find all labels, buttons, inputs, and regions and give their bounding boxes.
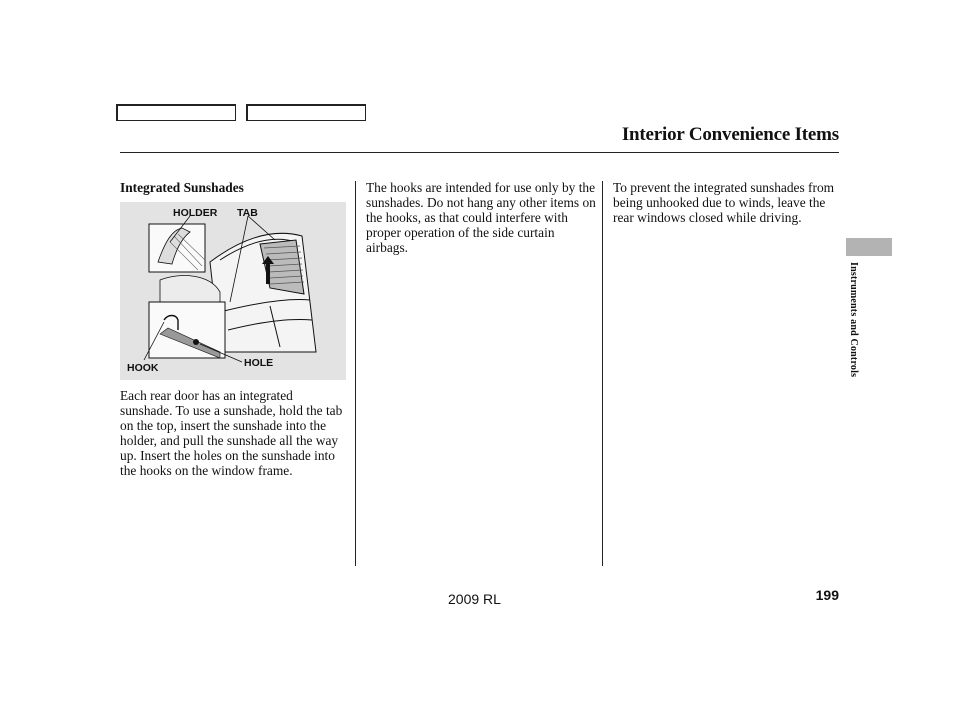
callout-holder: HOLDER	[173, 207, 218, 219]
section-side-label: Instruments and Controls	[848, 262, 859, 378]
section-heading: Integrated Sunshades	[120, 180, 244, 195]
column-3	[613, 180, 839, 225]
callout-hook: HOOK	[127, 362, 159, 374]
column-divider	[355, 181, 356, 566]
sunshade-illustration	[120, 202, 346, 380]
callout-tab: TAB	[237, 207, 258, 219]
column-divider	[602, 181, 603, 566]
nav-button-next[interactable]	[246, 104, 366, 121]
column-2	[366, 180, 596, 255]
paragraph-usage: Each rear door has an integrated sunshade. To use a sunshade, hold the tab on the top, insert the sunshade into the holder, and pull the sunshade all the way up. Insert the holes on the sunshade into the hooks on the window frame.	[120, 388, 343, 478]
footer-model: 2009 RL	[448, 591, 501, 607]
paragraph-hooks-warning: The hooks are intended for use only by the sunshades. Do not hang any other items on the hooks, as that could interfere with proper operation of the side curtain airbags.	[366, 180, 596, 255]
title-rule	[120, 152, 839, 153]
paragraph-windows-closed: To prevent the integrated sunshades from being unhooked due to winds, leave the rear windows closed while driving.	[613, 180, 835, 225]
page-number: 199	[815, 587, 839, 603]
column-1	[120, 180, 348, 478]
sunshade-diagram-icon	[120, 202, 346, 380]
callout-hole: HOLE	[244, 357, 274, 369]
page-title: Interior Convenience Items	[621, 124, 839, 145]
section-tab-marker	[846, 238, 892, 256]
nav-button-previous[interactable]	[116, 104, 236, 121]
